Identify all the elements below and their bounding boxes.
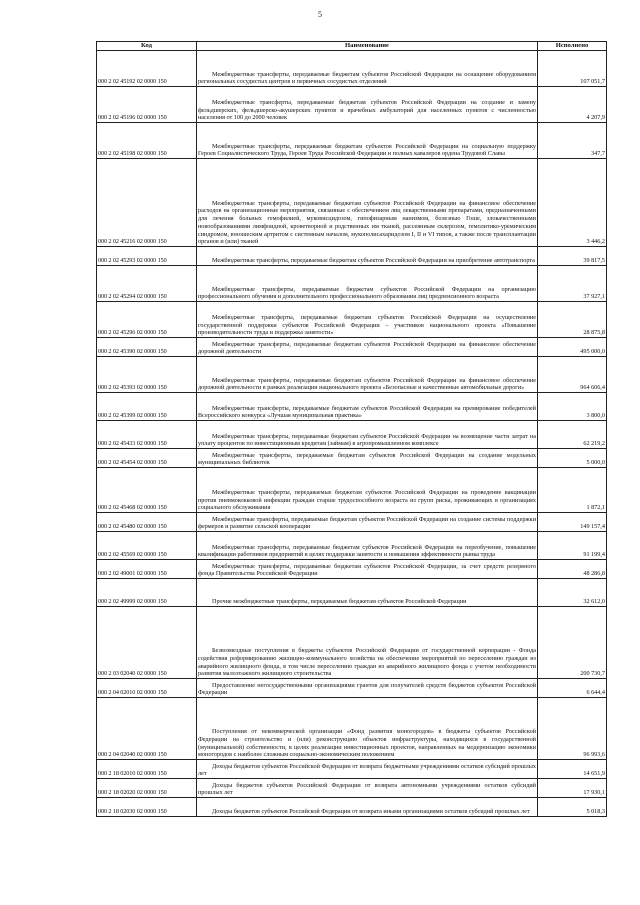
row-name: Поступления от некоммерческой организации «Фонд развития моногородов» в бюджеты субъектов Российской Федерации на строительство и (или) реконструкцию объектов инфраструктуры, находящихся в государственной (муниципальной) собственности, в целях реализации инвестиционных проектов, направленных на модернизацию экономики моногородов с наиболее сложным социально-экономическим положением <box>197 698 538 760</box>
row-value: 107 051,7 <box>538 51 607 87</box>
row-value: 91 199,4 <box>538 532 607 560</box>
row-code: 000 2 18 02020 02 0000 150 <box>97 779 197 798</box>
row-code: 000 2 02 45480 02 0000 150 <box>97 513 197 532</box>
row-name: Межбюджетные трансферты, передаваемые бюджетам субъектов Российской Федерации на финансовое обеспечение дорожной деятельности в рамках реализации национального проекта «Безопасные и качественные автомобильные дороги» <box>197 357 538 393</box>
row-value: 96 993,6 <box>538 698 607 760</box>
header-code: Код <box>97 42 197 51</box>
row-value: 4 207,9 <box>538 87 607 123</box>
row-value: 149 157,4 <box>538 513 607 532</box>
row-code: 000 2 18 02030 02 0000 150 <box>97 798 197 817</box>
row-name: Межбюджетные трансферты, передаваемые бюджетам субъектов Российской Федерации на переобучение, повышение квалификации работников предприятий в целях поддержки занятости и повышения эффективности рынка труда <box>197 532 538 560</box>
row-name: Межбюджетные трансферты, передаваемые бюджетам субъектов Российской Федерации, за счет средств резервного фонда Правительства Российской Федерации <box>197 560 538 579</box>
row-name: Межбюджетные трансферты, передаваемые бюджетам субъектов Российской Федерации на создание системы поддержки фермеров и развитие сельской кооперации <box>197 513 538 532</box>
table-row <box>97 468 607 513</box>
table-row <box>97 421 607 449</box>
table-row <box>97 302 607 338</box>
row-code: 000 2 02 45216 02 0000 150 <box>97 159 197 247</box>
row-code: 000 2 02 45192 02 0000 150 <box>97 51 197 87</box>
row-name: Доходы бюджетов субъектов Российской Федерации от возврата иными организациями остатков субсидий прошлых лет <box>197 798 538 817</box>
row-value: 62 219,2 <box>538 421 607 449</box>
row-code: 000 2 02 45294 02 0000 150 <box>97 266 197 302</box>
table-row <box>97 607 607 679</box>
table-row <box>97 798 607 817</box>
row-name: Межбюджетные трансферты, передаваемые бюджетам субъектов Российской Федерации на приобретение автотранспорта <box>197 247 538 266</box>
row-code: 000 2 02 45468 02 0000 150 <box>97 468 197 513</box>
row-value: 32 612,0 <box>538 579 607 607</box>
row-name: Межбюджетные трансферты, передаваемые бюджетам субъектов Российской Федерации на оснащение оборудованием региональных сосудистых центров и первичных сосудистых отделений <box>197 51 538 87</box>
row-code: 000 2 04 02010 02 0000 150 <box>97 679 197 698</box>
row-name: Межбюджетные трансферты, передаваемые бюджетам субъектов Российской Федерации на создание модельных муниципальных библиотек <box>197 449 538 468</box>
row-value: 964 606,4 <box>538 357 607 393</box>
row-name: Межбюджетные трансферты, передаваемые бюджетам субъектов Российской Федерации на премирование победителей Всероссийского конкурса «Лучшая муниципальная практика» <box>197 393 538 421</box>
table-body <box>97 51 607 817</box>
row-name: Доходы бюджетов субъектов Российской Федерации от возврата бюджетными учреждениями остатков субсидий прошлых лет <box>197 760 538 779</box>
row-name: Межбюджетные трансферты, передаваемые бюджетам субъектов Российской Федерации на финансовое обеспечение дорожной деятельности <box>197 338 538 357</box>
row-value: 3 446,2 <box>538 159 607 247</box>
table-row <box>97 560 607 579</box>
row-name: Межбюджетные трансферты, передаваемые бюджетам субъектов Российской Федерации на создание и замену фельдшерских, фельдшерско-акушерских пунктов и врачебных амбулаторий для населенных пунктов с численностью населения от 100 до 2000 человек <box>197 87 538 123</box>
row-name: Межбюджетные трансферты, передаваемые бюджетам субъектов Российской Федерации на осуществление государственной поддержки субъектов Российской Федерации – участников национального проекта «Повышение производительности труда и поддержка занятости» <box>197 302 538 338</box>
table-row <box>97 87 607 123</box>
row-value: 347,7 <box>538 123 607 159</box>
row-value: 39 817,5 <box>538 247 607 266</box>
table-row <box>97 698 607 760</box>
row-name: Межбюджетные трансферты, передаваемые бюджетам субъектов Российской Федерации на возмещение части затрат на уплату процентов по инвестиционным кредитам (займам) в агропромышленном комплексе <box>197 421 538 449</box>
budget-table <box>96 41 607 817</box>
table-row <box>97 449 607 468</box>
table-row <box>97 51 607 87</box>
table-row <box>97 393 607 421</box>
row-code: 000 2 02 45196 02 0000 150 <box>97 87 197 123</box>
table-header-row <box>97 42 607 51</box>
table-row <box>97 357 607 393</box>
row-code: 000 2 02 45390 02 0000 150 <box>97 338 197 357</box>
row-name: Межбюджетные трансферты, передаваемые бюджетам субъектов Российской Федерации на организацию профессионального обучения и дополнительного профессионального образования лиц предпенсионного возраста <box>197 266 538 302</box>
row-code: 000 2 02 45393 02 0000 150 <box>97 357 197 393</box>
table-row <box>97 679 607 698</box>
table-row <box>97 779 607 798</box>
row-value: 5 018,3 <box>538 798 607 817</box>
row-value: 37 927,1 <box>538 266 607 302</box>
table-row <box>97 159 607 247</box>
table-row <box>97 247 607 266</box>
row-name: Прочие межбюджетные трансферты, передаваемые бюджетам субъектов Российской Федерации <box>197 579 538 607</box>
row-value: 5 000,0 <box>538 449 607 468</box>
row-code: 000 2 02 45293 02 0000 150 <box>97 247 197 266</box>
table-row <box>97 123 607 159</box>
row-code: 000 2 02 45399 02 0000 150 <box>97 393 197 421</box>
page-number: 5 <box>318 10 322 19</box>
header-value: Исполнено <box>538 42 607 51</box>
table-row <box>97 266 607 302</box>
row-name: Межбюджетные трансферты, передаваемые бюджетам субъектов Российской Федерации на финансовое обеспечение расходов на организационные мероприятия, связанные с обеспечением лиц лекарственными препаратами, предназначенными для лечения больных гемофилией, муковисцидозом, гипофизарным нанизмом, болезнью Гоше, злокачественными новообразованиями лимфоидной, кроветворной и родственных им тканей, рассеянным склерозом, гемолитико-уремическим синдромом, юношеским артритом с системным началом, мукополисахаридозом I, II и VI типов, а также после трансплантации органов и (или) тканей <box>197 159 538 247</box>
row-value: 28 875,8 <box>538 302 607 338</box>
row-name: Предоставление негосударственными организациями грантов для получателей средств бюджетов субъектов Российской Федерации <box>197 679 538 698</box>
row-value: 3 800,0 <box>538 393 607 421</box>
row-name: Межбюджетные трансферты, передаваемые бюджетам субъектов Российской Федерации на проведение вакцинации против пневмококковой инфекции граждан старше трудоспособного возраста из групп риска, проживающих в организациях социального обслуживания <box>197 468 538 513</box>
table-row <box>97 579 607 607</box>
row-value: 1 872,1 <box>538 468 607 513</box>
table-row <box>97 513 607 532</box>
row-name: Межбюджетные трансферты, передаваемые бюджетам субъектов Российской Федерации на социальную поддержку Героев Социалистического Труда, Героев Труда Российской Федерации и полных кавалеров ордена Трудовой Славы <box>197 123 538 159</box>
row-code: 000 2 02 45454 02 0000 150 <box>97 449 197 468</box>
row-value: 495 000,0 <box>538 338 607 357</box>
row-code: 000 2 02 45296 02 0000 150 <box>97 302 197 338</box>
table-row <box>97 338 607 357</box>
row-name: Безвозмездные поступления в бюджеты субъектов Российской Федерации от государственной корпорации - Фонда содействия реформированию жилищно-коммунального хозяйства на обеспечение мероприятий по переселению граждан из аварийного жилищного фонда, в том числе переселению граждан из аварийного жилищного фонда с учетом необходимости развития малоэтажного жилищного строительства <box>197 607 538 679</box>
table-row <box>97 760 607 779</box>
row-value: 200 730,7 <box>538 607 607 679</box>
row-code: 000 2 03 02040 02 0000 150 <box>97 607 197 679</box>
row-code: 000 2 02 45433 02 0000 150 <box>97 421 197 449</box>
row-value: 17 930,1 <box>538 779 607 798</box>
row-value: 6 644,4 <box>538 679 607 698</box>
table-row <box>97 532 607 560</box>
row-code: 000 2 02 45198 02 0000 150 <box>97 123 197 159</box>
row-value: 48 286,8 <box>538 560 607 579</box>
row-code: 000 2 02 45569 02 0000 150 <box>97 532 197 560</box>
row-name: Доходы бюджетов субъектов Российской Федерации от возврата автономными учреждениями остатков субсидий прошлых лет <box>197 779 538 798</box>
row-code: 000 2 02 49001 02 0000 150 <box>97 560 197 579</box>
row-code: 000 2 18 02010 02 0000 150 <box>97 760 197 779</box>
row-value: 14 651,9 <box>538 760 607 779</box>
header-name: Наименование <box>197 42 538 51</box>
row-code: 000 2 02 49999 02 0000 150 <box>97 579 197 607</box>
row-code: 000 2 04 02040 02 0000 150 <box>97 698 197 760</box>
